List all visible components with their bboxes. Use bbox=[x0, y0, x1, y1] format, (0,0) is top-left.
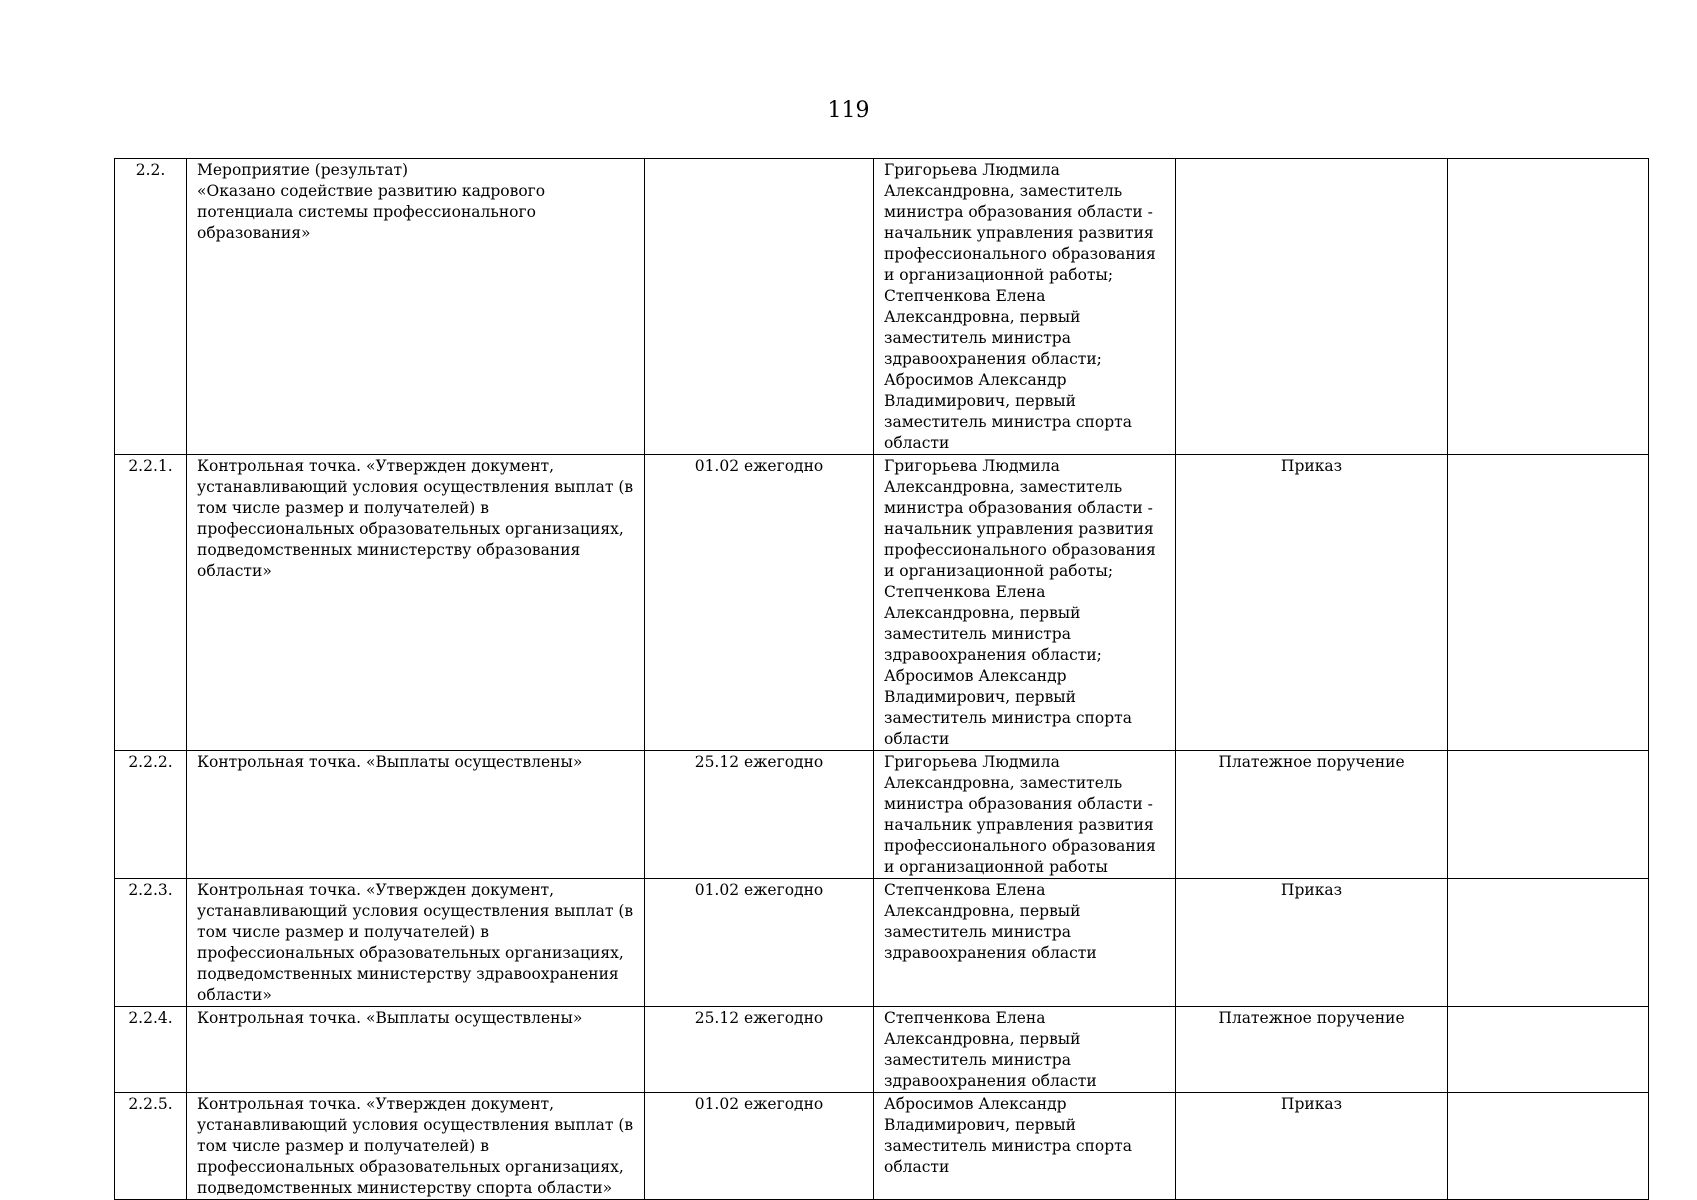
row-term bbox=[645, 159, 874, 455]
row-note bbox=[1448, 1007, 1649, 1093]
row-responsible: Григорьева Людмила Александровна, заместитель министра образования области - начальник управления развития профессионального образования и организационной работы bbox=[874, 751, 1176, 879]
row-title: Контрольная точка. «Утвержден документ, устанавливающий условия осуществления выплат (в том числе размер и получателей) в профессиональных образовательных организациях, подведомственных министерству спорта области» bbox=[187, 1093, 645, 1200]
row-term: 01.02 ежегодно bbox=[645, 879, 874, 1007]
plan-table bbox=[114, 158, 1649, 1200]
row-responsible: Степченкова Елена Александровна, первый заместитель министра здравоохранения области bbox=[874, 879, 1176, 1007]
row-number: 2.2.1. bbox=[115, 455, 187, 751]
row-title: Мероприятие (результат) «Оказано содействие развитию кадрового потенциала системы профессионального образования» bbox=[187, 159, 645, 455]
row-document: Платежное поручение bbox=[1176, 751, 1448, 879]
row-term: 01.02 ежегодно bbox=[645, 1093, 874, 1200]
row-term: 25.12 ежегодно bbox=[645, 751, 874, 879]
row-responsible: Григорьева Людмила Александровна, заместитель министра образования области - начальник управления развития профессионального образования и организационной работы; Степченкова Елена Александровна, первый заместитель министра здравоохранения области; Абросимов Александр Владимирович, первый заместитель министра спорта области bbox=[874, 159, 1176, 455]
row-title: Контрольная точка. «Утвержден документ, устанавливающий условия осуществления выплат (в том числе размер и получателей) в профессиональных образовательных организациях, подведомственных министерству образования области» bbox=[187, 455, 645, 751]
row-term: 25.12 ежегодно bbox=[645, 1007, 874, 1093]
row-title: Контрольная точка. «Утвержден документ, устанавливающий условия осуществления выплат (в том числе размер и получателей) в профессиональных образовательных организациях, подведомственных министерству здравоохранения области» bbox=[187, 879, 645, 1007]
row-responsible: Абросимов Александр Владимирович, первый заместитель министра спорта области bbox=[874, 1093, 1176, 1200]
table-row bbox=[115, 879, 1649, 1007]
row-document: Приказ bbox=[1176, 1093, 1448, 1200]
table-row bbox=[115, 1093, 1649, 1200]
table-row bbox=[115, 159, 1649, 455]
row-number: 2.2.2. bbox=[115, 751, 187, 879]
row-responsible: Григорьева Людмила Александровна, заместитель министра образования области - начальник управления развития профессионального образования и организационной работы; Степченкова Елена Александровна, первый заместитель министра здравоохранения области; Абросимов Александр Владимирович, первый заместитель министра спорта области bbox=[874, 455, 1176, 751]
row-document bbox=[1176, 159, 1448, 455]
row-number: 2.2.3. bbox=[115, 879, 187, 1007]
page-number: 119 bbox=[827, 98, 870, 123]
row-number: 2.2. bbox=[115, 159, 187, 455]
row-number: 2.2.5. bbox=[115, 1093, 187, 1200]
row-note bbox=[1448, 1093, 1649, 1200]
row-responsible: Степченкова Елена Александровна, первый заместитель министра здравоохранения области bbox=[874, 1007, 1176, 1093]
table-row bbox=[115, 1007, 1649, 1093]
row-note bbox=[1448, 879, 1649, 1007]
row-title: Контрольная точка. «Выплаты осуществлены» bbox=[187, 751, 645, 879]
row-term: 01.02 ежегодно bbox=[645, 455, 874, 751]
row-document: Приказ bbox=[1176, 879, 1448, 1007]
row-document: Приказ bbox=[1176, 455, 1448, 751]
table-row bbox=[115, 455, 1649, 751]
row-note bbox=[1448, 455, 1649, 751]
row-title: Контрольная точка. «Выплаты осуществлены» bbox=[187, 1007, 645, 1093]
row-number: 2.2.4. bbox=[115, 1007, 187, 1093]
row-note bbox=[1448, 159, 1649, 455]
row-note bbox=[1448, 751, 1649, 879]
row-document: Платежное поручение bbox=[1176, 1007, 1448, 1093]
table-row bbox=[115, 751, 1649, 879]
